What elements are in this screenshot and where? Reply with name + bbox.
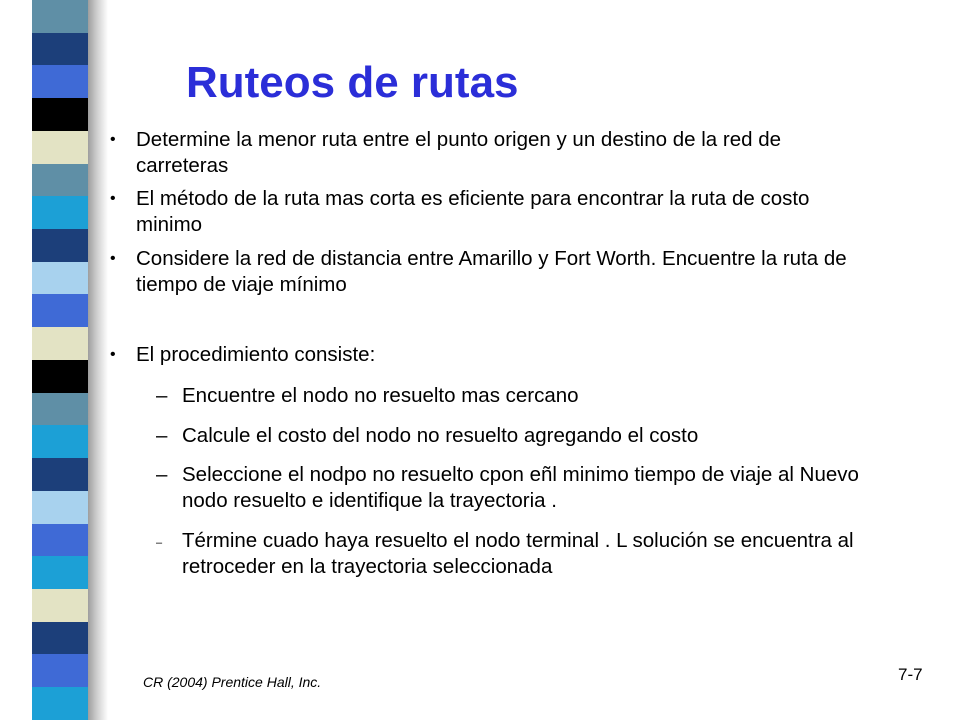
- stripe-segment: [32, 262, 88, 295]
- stripe-segment: [32, 360, 88, 393]
- bullet-dot: •: [110, 346, 116, 363]
- stripe-segment: [32, 0, 88, 33]
- sub-item-text: Encuentre el nodo no resuelto mas cercano: [182, 384, 579, 407]
- stripe-segment: [32, 524, 88, 557]
- sub-item: [156, 383, 876, 409]
- sub-item: [156, 528, 876, 580]
- sub-item-text: Términe cuado haya resuelto el nodo terminal . L solución se encuentra al retroceder en la trayectoria seleccionada: [182, 529, 854, 578]
- sub-item: [156, 462, 876, 514]
- stripe-segment: [32, 589, 88, 622]
- slide-title: Ruteos de rutas: [186, 58, 519, 107]
- bullet-text: El método de la ruta mas corta es eficiente para encontrar la ruta de costo minimo: [136, 187, 810, 236]
- bullet-dot: •: [110, 250, 116, 267]
- stripe-segment: [32, 622, 88, 655]
- stripe-segment: [32, 654, 88, 687]
- dash-marker: –: [156, 463, 168, 486]
- stripe-segment: [32, 393, 88, 426]
- stripe-shadow: [88, 0, 108, 720]
- stripe-segment: [32, 131, 88, 164]
- decorative-stripe-bar: [32, 0, 88, 720]
- stripe-segment: [32, 65, 88, 98]
- stripe-segment: [32, 458, 88, 491]
- bullet-text: Considere la red de distancia entre Amarillo y Fort Worth. Encuentre la ruta de tiempo de viaje mínimo: [136, 247, 847, 296]
- stripe-segment: [32, 491, 88, 524]
- stripe-segment: [32, 98, 88, 131]
- stripe-segment: [32, 556, 88, 589]
- stripe-segment: [32, 294, 88, 327]
- bullet-text: Determine la menor ruta entre el punto origen y un destino de la red de carreteras: [136, 128, 781, 177]
- stripe-segment: [32, 33, 88, 66]
- bullet-item: [110, 186, 870, 238]
- bullet-dot: •: [110, 131, 116, 148]
- stripe-segment: [32, 687, 88, 720]
- stripe-segment: [32, 229, 88, 262]
- bullet-text: El procedimiento consiste:: [136, 343, 376, 366]
- sub-item-text: Seleccione el nodpo no resuelto cpon eñl minimo tiempo de viaje al Nuevo nodo resuelto e identifique la trayectoria .: [182, 463, 859, 512]
- bullet-item: [110, 246, 870, 298]
- stripe-segment: [32, 196, 88, 229]
- sub-item-text: Calcule el costo del nodo no resuelto agregando el costo: [182, 424, 699, 447]
- stripe-segment: [32, 327, 88, 360]
- bullet-dot: •: [110, 190, 116, 207]
- page-number: 7-7: [898, 665, 923, 684]
- dash-marker: –: [156, 384, 168, 407]
- bullet-item: [110, 342, 870, 368]
- stripe-segment: [32, 425, 88, 458]
- bullet-item: [110, 127, 870, 179]
- copyright-footer: CR (2004) Prentice Hall, Inc.: [143, 674, 322, 690]
- dash-marker: –: [156, 424, 168, 447]
- dash-marker: –: [156, 537, 163, 549]
- stripe-segment: [32, 164, 88, 197]
- sub-item: [156, 423, 876, 449]
